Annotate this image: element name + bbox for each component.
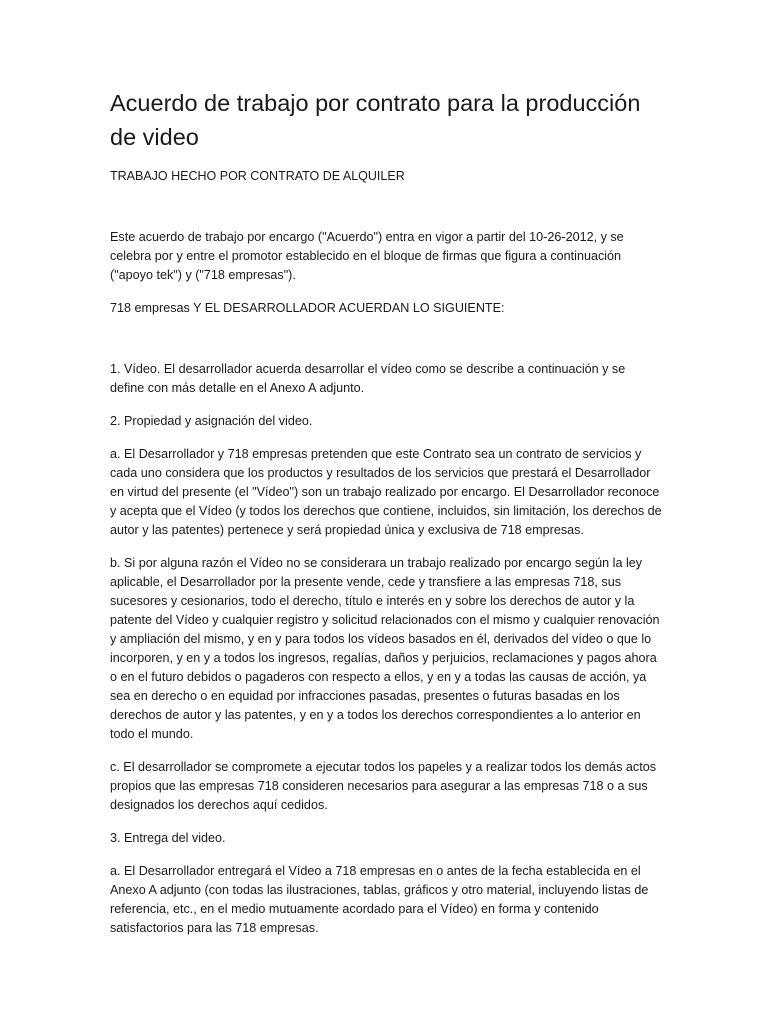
document-title: Acuerdo de trabajo por contrato para la producción de video (110, 90, 641, 150)
paragraph-clause-3-heading: 3. Entrega del video. (110, 831, 226, 845)
paragraph-clause-3a: a. El Desarrollador entregará el Vídeo a 718 empresas en o antes de la fecha establecida en el Anexo A adjunto (con todas las ilustraciones, tablas, gráficos y otro material, incluyendo listas de referencia, etc., en el medio mutuamente acordado para el Vídeo) en forma y contenido satisfactorios para las 718 empresas. (110, 864, 649, 935)
document-body (110, 86, 662, 938)
paragraph-clause-2c: c. El desarrollador se compromete a ejecutar todos los papeles y a realizar todos los demás actos propios que las empresas 718 consideren necesarios para asegurar a las empresas 718 o a sus designados los derechos aquí cedidos. (110, 760, 657, 812)
paragraph-intro: Este acuerdo de trabajo por encargo ("Acuerdo") entra en vigor a partir del 10-26-2012, y se celebra por y entre el promotor establecido en el bloque de firmas que figura a continuación ("apoyo tek") y ("718 empresas"). (110, 230, 624, 282)
paragraph-clause-1: 1. Vídeo. El desarrollador acuerda desarrollar el vídeo como se describe a continuación y se define con más detalle en el Anexo A adjunto. (110, 362, 626, 395)
paragraph-agreement-heading: 718 empresas Y EL DESARROLLADOR ACUERDAN LO SIGUIENTE: (110, 301, 505, 315)
document-subtitle: TRABAJO HECHO POR CONTRATO DE ALQUILER (110, 169, 405, 183)
paragraph-clause-2-heading: 2. Propiedad y asignación del video. (110, 414, 313, 428)
paragraph-clause-2a: a. El Desarrollador y 718 empresas pretenden que este Contrato sea un contrato de servicios y cada uno considera que los productos y resultados de los servicios que prestará el Desarrollador en virtud del presente (el "Vídeo") son un trabajo realizado por encargo. El Desarrollador reconoce y acepta que el Vídeo (y todos los derechos que contiene, incluidos, sin limitación, los derechos de autor y las patentes) pertenece y será propiedad única y exclusiva de 718 empresas. (110, 447, 662, 537)
paragraph-clause-2b: b. Si por alguna razón el Vídeo no se considerara un trabajo realizado por encargo según la ley aplicable, el Desarrollador por la presente vende, cede y transfiere a las empresas 718, sus sucesores y cesionarios, todo el derecho, título e interés en y sobre los derechos de autor y la patente del Vídeo y cualquier registro y solicitud relacionados con el mismo y cualquier renovación y ampliación del mismo, y en y para todos los vídeos basados en él, derivados del vídeo o que lo incorporen, y en y a todos los ingresos, regalías, daños y perjuicios, reclamaciones y pagos ahora o en el futuro debidos o pagaderos con respecto a ellos, y en y a todas las causas de acción, ya sea en derecho o en equidad por infracciones pasadas, presentes o futuras basadas en los derechos de autor y las patentes, y en y a todos los derechos correspondientes a lo anterior en todo el mundo. (110, 556, 660, 741)
